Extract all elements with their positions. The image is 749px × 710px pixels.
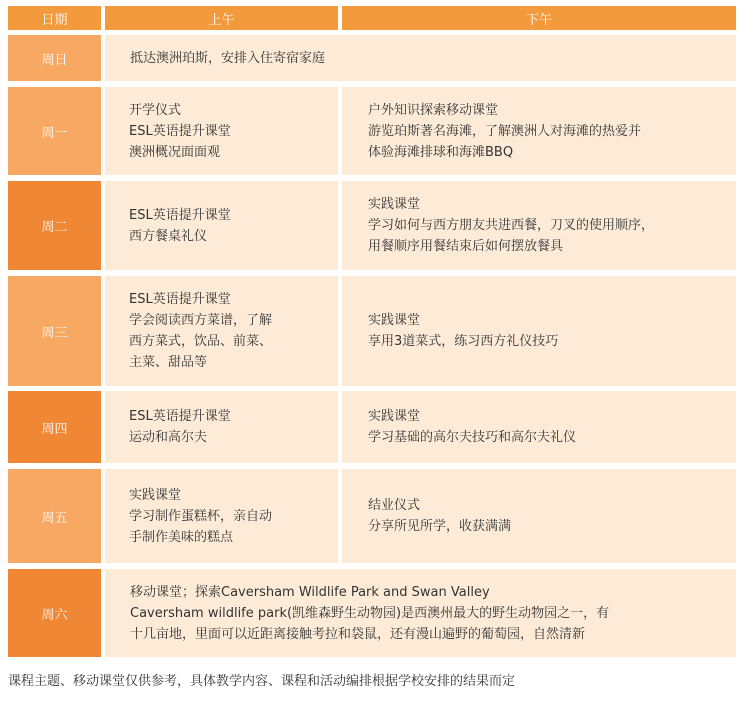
cell-line: 享用3道菜式，练习西方礼仪技巧 (368, 334, 559, 349)
schedule-row-saturday (8, 569, 736, 657)
pm-cell (342, 469, 736, 563)
am-cell (105, 181, 338, 270)
schedule-row-tuesday (8, 181, 736, 270)
cell-line: 澳洲概况面面观 (129, 144, 221, 160)
schedule-row-monday (8, 87, 736, 175)
cell-line: 学习基础的高尔夫技巧和高尔夫礼仪 (368, 430, 577, 445)
cell-line: 西方餐桌礼仪 (129, 228, 208, 244)
cell-line: 游览珀斯著名海滩，了解澳洲人对海滩的热爱并 (368, 123, 642, 139)
pm-cell (342, 87, 736, 175)
full-day-cell (105, 35, 736, 81)
day-label: 周三 (8, 276, 101, 386)
cell-line: 实践课堂 (129, 487, 182, 503)
full-day-cell (105, 569, 736, 657)
day-label: 周六 (8, 569, 101, 657)
cell-line: 结业仪式 (368, 498, 421, 513)
cell-line: ESL英语提升课堂 (129, 207, 231, 223)
day-label: 周日 (8, 35, 101, 81)
cell-line: 主菜、甜品等 (129, 355, 208, 370)
am-cell (105, 391, 338, 463)
cell-line: 学习制作蛋糕杯，亲自动 (129, 508, 273, 524)
cell-line: ESL英语提升课堂 (129, 292, 231, 307)
cell-line: 用餐顺序用餐结束后如何摆放餐具 (368, 239, 564, 254)
header-pm: 下午 (342, 6, 736, 30)
cell-line: ESL英语提升课堂 (129, 409, 231, 424)
footnote: 课程主题、移动课堂仅供参考，具体教学内容、课程和活动编排根据学校安排的结果而定 (8, 674, 516, 689)
cell-line: 户外知识探索移动课堂 (368, 102, 499, 118)
am-cell (105, 469, 338, 563)
cell-line: 分享所见所学，收获满满 (368, 519, 512, 534)
am-cell (105, 87, 338, 175)
day-label: 周四 (8, 391, 101, 463)
header-am: 上午 (105, 6, 338, 30)
pm-cell (342, 391, 736, 463)
cell-line: 实践课堂 (368, 197, 421, 212)
cell-line: Caversham wildlife park(凯维森野生动物园)是西澳州最大的野生动物园之一，有 (130, 605, 610, 621)
cell-line: 十几亩地，里面可以近距离接触考拉和袋鼠，还有漫山遍野的葡萄园，自然清新 (130, 626, 586, 642)
cell-line: 运动和高尔夫 (129, 430, 208, 445)
cell-line: ESL英语提升课堂 (129, 123, 231, 139)
day-label: 周五 (8, 469, 101, 563)
schedule-row-thursday (8, 391, 736, 463)
pm-cell (342, 181, 736, 270)
am-cell (105, 276, 338, 386)
schedule-row-friday (8, 469, 736, 563)
day-label: 周二 (8, 181, 101, 270)
cell-line: 学会阅读西方菜谱，了解 (129, 313, 273, 328)
schedule-row-wednesday (8, 276, 736, 386)
cell-line: 西方菜式，饮品、前菜、 (129, 334, 273, 349)
cell-line: 实践课堂 (368, 313, 421, 328)
cell-line: 开学仪式 (129, 102, 182, 118)
header-date: 日期 (8, 6, 101, 30)
pm-cell (342, 276, 736, 386)
cell-line: 手制作美味的糕点 (129, 529, 234, 545)
day-label: 周一 (8, 87, 101, 175)
cell-line: 移动课堂；探索Caversham Wildlife Park and Swan Valley (130, 584, 490, 600)
schedule-row-sunday (8, 35, 736, 81)
cell-line: 抵达澳洲珀斯，安排入住寄宿家庭 (130, 50, 326, 66)
cell-line: 体验海滩排球和海滩BBQ (368, 144, 514, 160)
cell-line: 学习如何与西方朋友共进西餐，刀叉的使用顺序， (368, 218, 655, 233)
cell-line: 实践课堂 (368, 409, 421, 424)
